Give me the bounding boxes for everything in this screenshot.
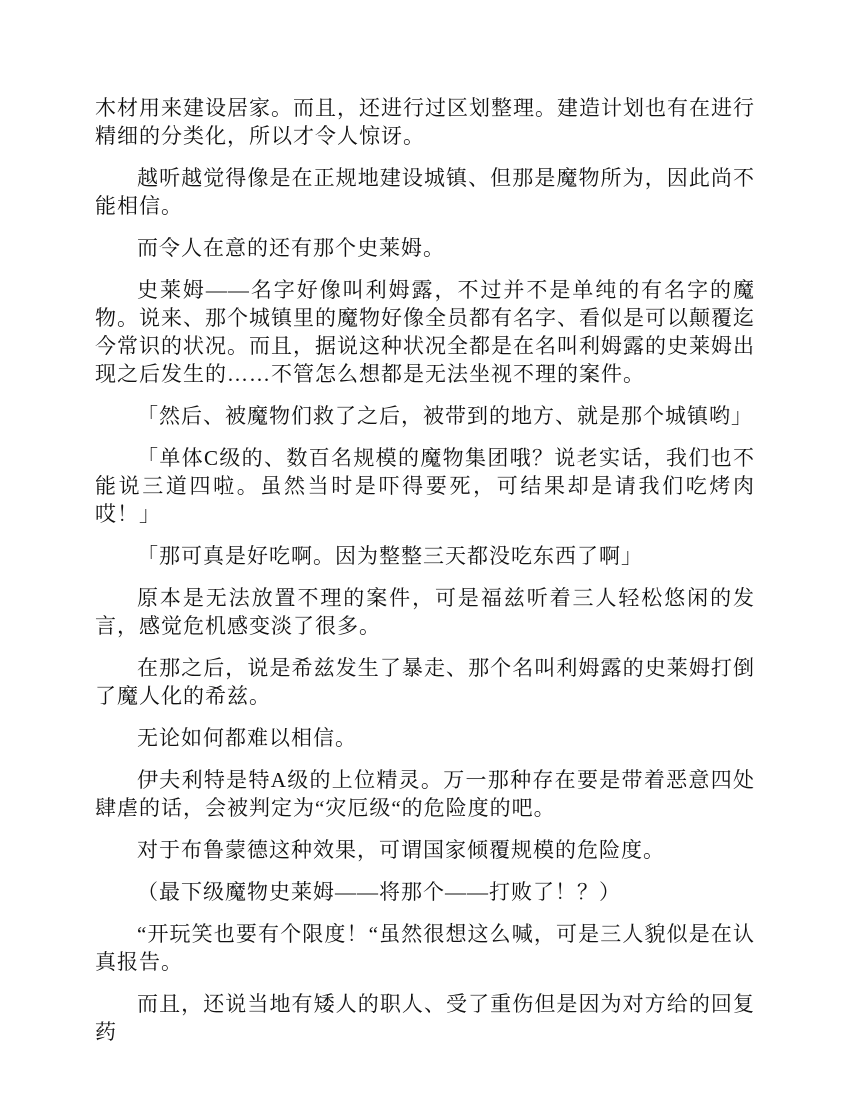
paragraph: 伊夫利特是特A级的上位精灵。万一那种存在要是带着恶意四处肆虐的话，会被判定为“灾厄级“的危险度的吧。 <box>95 768 755 820</box>
paragraph: “开玩笑也要有个限度！“虽然很想这么喊，可是三人貌似是在认真报告。 <box>95 922 755 974</box>
paragraph-dialogue: 「那可真是好吃啊。因为整整三天都没吃东西了啊」 <box>137 544 643 568</box>
paragraph: 对于布鲁蒙德这种效果，可谓国家倾覆规模的危险度。 <box>137 838 665 862</box>
paragraph: 在那之后，说是希兹发生了暴走、那个名叫利姆露的史莱姆打倒了魔人化的希兹。 <box>95 656 755 708</box>
paragraph: 无论如何都难以相信。 <box>137 726 357 750</box>
paragraph: 而令人在意的还有那个史莱姆。 <box>137 236 445 260</box>
paragraph: 越听越觉得像是在正规地建设城镇、但那是魔物所为，因此尚不能相信。 <box>95 166 755 218</box>
paragraph: 史莱姆——名字好像叫利姆露，不过并不是单纯的有名字的魔物。说来、那个城镇里的魔物好像全员都有名字、看似是可以颠覆迄今常识的状况。而且，据说这种状况全都是在名叫利姆露的史莱姆出现之后发生的……不管怎么想都是无法坐视不理的案件。 <box>95 278 755 386</box>
paragraph-dialogue: 「单体C级的、数百名规模的魔物集团哦？说老实话，我们也不能说三道四啦。虽然当时是吓得要死，可结果却是请我们吃烤肉哎！」 <box>95 446 755 526</box>
paragraph-dialogue: 「然后、被魔物们救了之后，被带到的地方、就是那个城镇哟」 <box>137 404 753 428</box>
paragraph: 而且，还说当地有矮人的职人、受了重伤但是因为对方给的回复药 <box>95 992 755 1044</box>
paragraph: 原本是无法放置不理的案件，可是福兹听着三人轻松悠闲的发言，感觉危机感变淡了很多。 <box>95 586 755 638</box>
paragraph-thought: （最下级魔物史莱姆——将那个——打败了！？） <box>137 880 621 904</box>
paragraph: 木材用来建设居家。而且，还进行过区划整理。建造计划也有在进行精细的分类化，所以才令人惊讶。 <box>95 96 755 148</box>
